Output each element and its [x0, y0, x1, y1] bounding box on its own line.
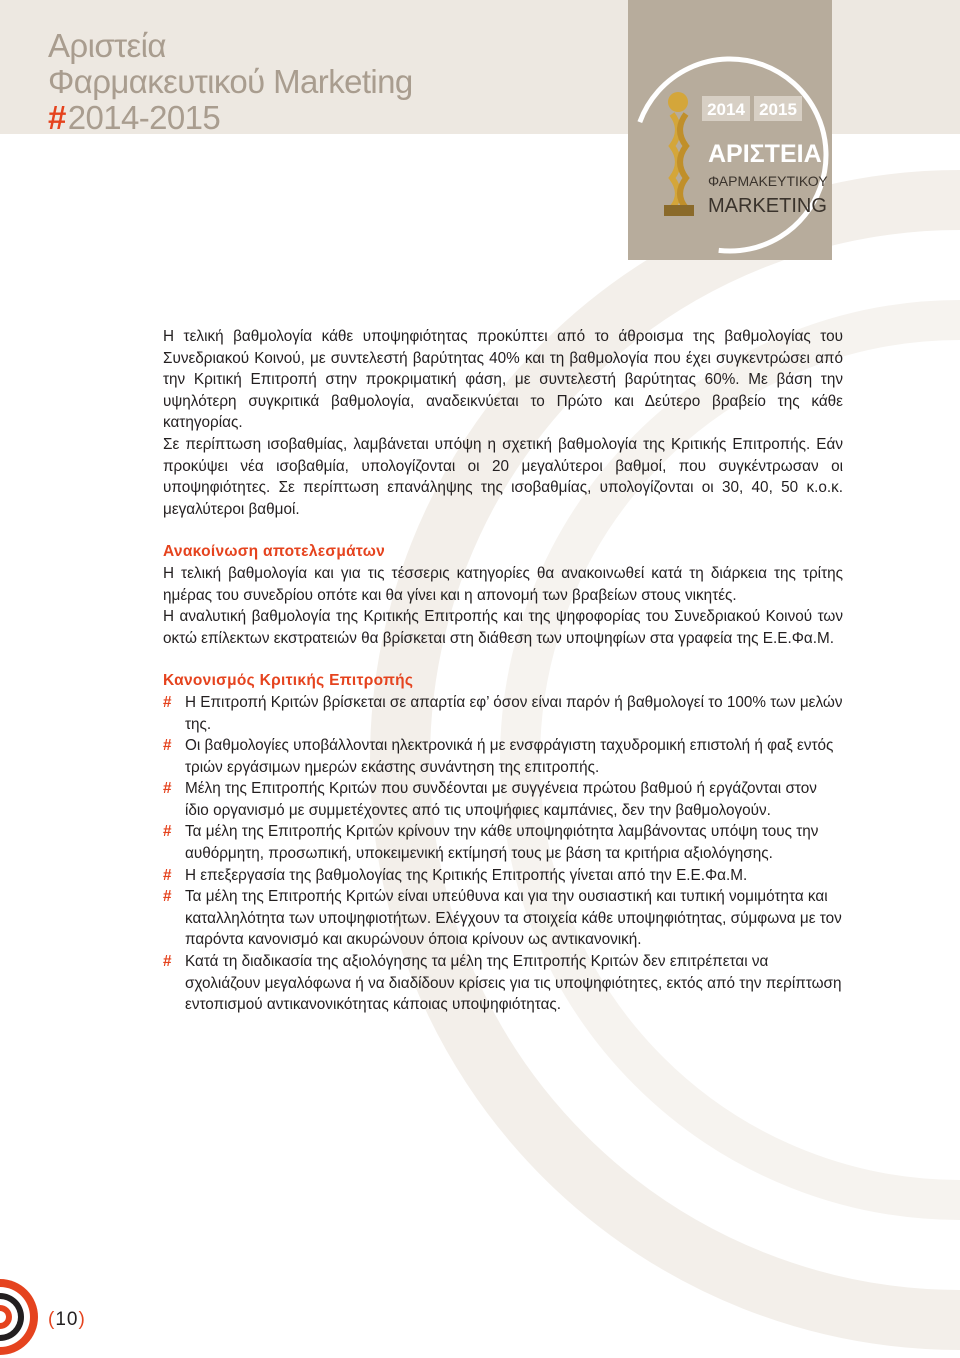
- logo-year-2: 2015: [759, 100, 797, 119]
- rules-list: [163, 692, 843, 1016]
- list-item: [163, 886, 843, 951]
- hash-mark: #: [48, 99, 66, 136]
- main-content: [163, 326, 843, 1016]
- paren-close: ): [78, 1309, 86, 1330]
- logo-sub-2: MARKETING: [708, 195, 827, 217]
- intro-paragraph-1: Η τελική βαθμολογία κάθε υποψηφιότητας προκύπτει από το άθροισμα της βαθμολογίας του Συνεδριακού Κοινού, με συντελεστή βαρύτητας 40% και τη βαθμολογία που έχει συγκεντρώσει από την Κριτική Επιτροπή στην προκριματική φάση, με συντελεστή βαρύτητας 60%. Με βάση την υψηλότερη συγκριτικά βαθμολογία, αναδεικνύεται το Πρώτο και Δεύτερο βραβείο της κάθε κατηγορίας.: [163, 328, 843, 432]
- list-item-text: Μέλη της Επιτροπής Κριτών που συνδέονται με συγγένεια πρώτου βαθμού ή εργάζονται στον ίδιο οργανισμό με συμμετέχοντες από τις υποψήφιες καμπάνιες, δεν την βαθμολογούν.: [185, 780, 817, 819]
- paren-open: (: [48, 1309, 56, 1330]
- title-line-3: [48, 100, 413, 136]
- logo-year-1: 2014: [707, 100, 745, 119]
- list-item-text: Κατά τη διαδικασία της αξιολόγησης τα μέλη της Επιτροπής Κριτών δεν επιτρέπεται να σχολιάζουν μεγαλόφωνα ή να διαδίδουν κρίσεις για τις υποψηφιότητες, εκτός από την περίπτωση εντοπισμού αντικανονικότητας κάποιας υποψηφιότητας.: [185, 953, 842, 1014]
- trophy-icon: [664, 92, 694, 216]
- list-item: [163, 692, 843, 735]
- bullet-hash: #: [163, 888, 172, 906]
- intro-paragraph-2: Σε περίπτωση ισοβαθμίας, λαμβάνεται υπόψη η σχετική βαθμολογία της Κριτικής Επιτροπής. Εάν προκύψει νέα ισοβαθμία, υπολογίζονται οι 20 μεγαλύτεροι βαθμοί, που συγκέντρωσαν οι υποψηφιότητες. Σε περίπτωση επανάληψης της ισοβαθμίας, υπολογίζονται οι 30, 40, 50 κ.ο.κ. μεγαλύτεροι βαθμοί.: [163, 435, 843, 518]
- bullet-hash: #: [163, 737, 172, 755]
- list-item: [163, 778, 843, 821]
- bullet-hash: #: [163, 780, 172, 798]
- announcement-paragraph-2: Η αναλυτική βαθμολογία της Κριτικής Επιτροπής και της ψηφοφορίας του Συνεδριακού Κοινού των οκτώ επίλεκτων εκστρατειών θα βρίσκεται στη διάθεση των υποψηφίων στα γραφεία της Ε.Ε.Φα.Μ.: [163, 608, 843, 647]
- concentric-circles-icon: [0, 1275, 40, 1358]
- bullet-hash: #: [163, 823, 172, 841]
- page-number: [48, 1309, 86, 1331]
- list-item-text: Τα μέλη της Επιτροπής Κριτών είναι υπεύθυνα και για την ουσιαστική και τυπική νομιμότητα και καταλληλότητα των υποψηφιοτήτων. Ελέγχουν τα στοιχεία κάθε υποψηφιότητας, σύμφωνα με τον παρόντα κανονισμό και ακυρώνουν όποια κρίνουν ως αντικανονική.: [185, 888, 842, 949]
- award-logo: [628, 0, 832, 260]
- list-item: [163, 865, 843, 887]
- list-item: [163, 821, 843, 864]
- document-title: [48, 28, 413, 136]
- title-line-1: Αριστεία: [48, 27, 166, 64]
- list-item: [163, 951, 843, 1016]
- logo-name: ΑΡΙΣΤΕΙΑ: [708, 140, 822, 168]
- rules-heading: Κανονισμός Κριτικής Επιτροπής: [163, 672, 414, 690]
- list-item: [163, 735, 843, 778]
- title-line-2: Φαρμακευτικού Marketing: [48, 63, 413, 100]
- list-item-text: Η Επιτροπή Κριτών βρίσκεται σε απαρτία εφ’ όσον είναι παρόν ή βαθμολογεί το 100% των μελών της.: [185, 693, 843, 733]
- bullet-hash: #: [163, 693, 172, 711]
- bullet-hash: #: [163, 866, 172, 884]
- logo-sub-1: ΦΑΡΜΑΚΕΥΤΙΚΟΥ: [708, 173, 828, 189]
- page-number-value: 10: [55, 1309, 79, 1330]
- bullet-hash: #: [163, 953, 172, 971]
- title-years: 2014-2015: [67, 99, 221, 136]
- list-item-text: Οι βαθμολογίες υποβάλλονται ηλεκτρονικά ή με ενσφράγιστη ταχυδρομική επιστολή ή φαξ εντός τριών εργάσιμων ημερών εκάστης συνάντηση της επιτροπής.: [185, 737, 834, 776]
- list-item-text: Τα μέλη της Επιτροπής Κριτών κρίνουν την κάθε υποψηφιότητα λαμβάνοντας υπόψη τους την αυθόρμητη, προσωπική, υποκειμενική εκτίμησή τους με βάση τα κριτήρια αξιολόγησης.: [185, 823, 819, 863]
- list-item-text: Η επεξεργασία της βαθμολογίας της Κριτικής Επιτροπής γίνεται από την Ε.Ε.Φα.Μ.: [185, 866, 748, 884]
- announcement-heading: Ανακοίνωση αποτελεσμάτων: [163, 543, 386, 561]
- announcement-paragraph-1: Η τελική βαθμολογία και για τις τέσσερις κατηγορίες θα ανακοινωθεί κατά τη διάρκεια της τρίτης ημέρας του συνεδρίου οπότε και θα γίνει και η απονομή των βραβείων στους νικητές.: [163, 564, 843, 604]
